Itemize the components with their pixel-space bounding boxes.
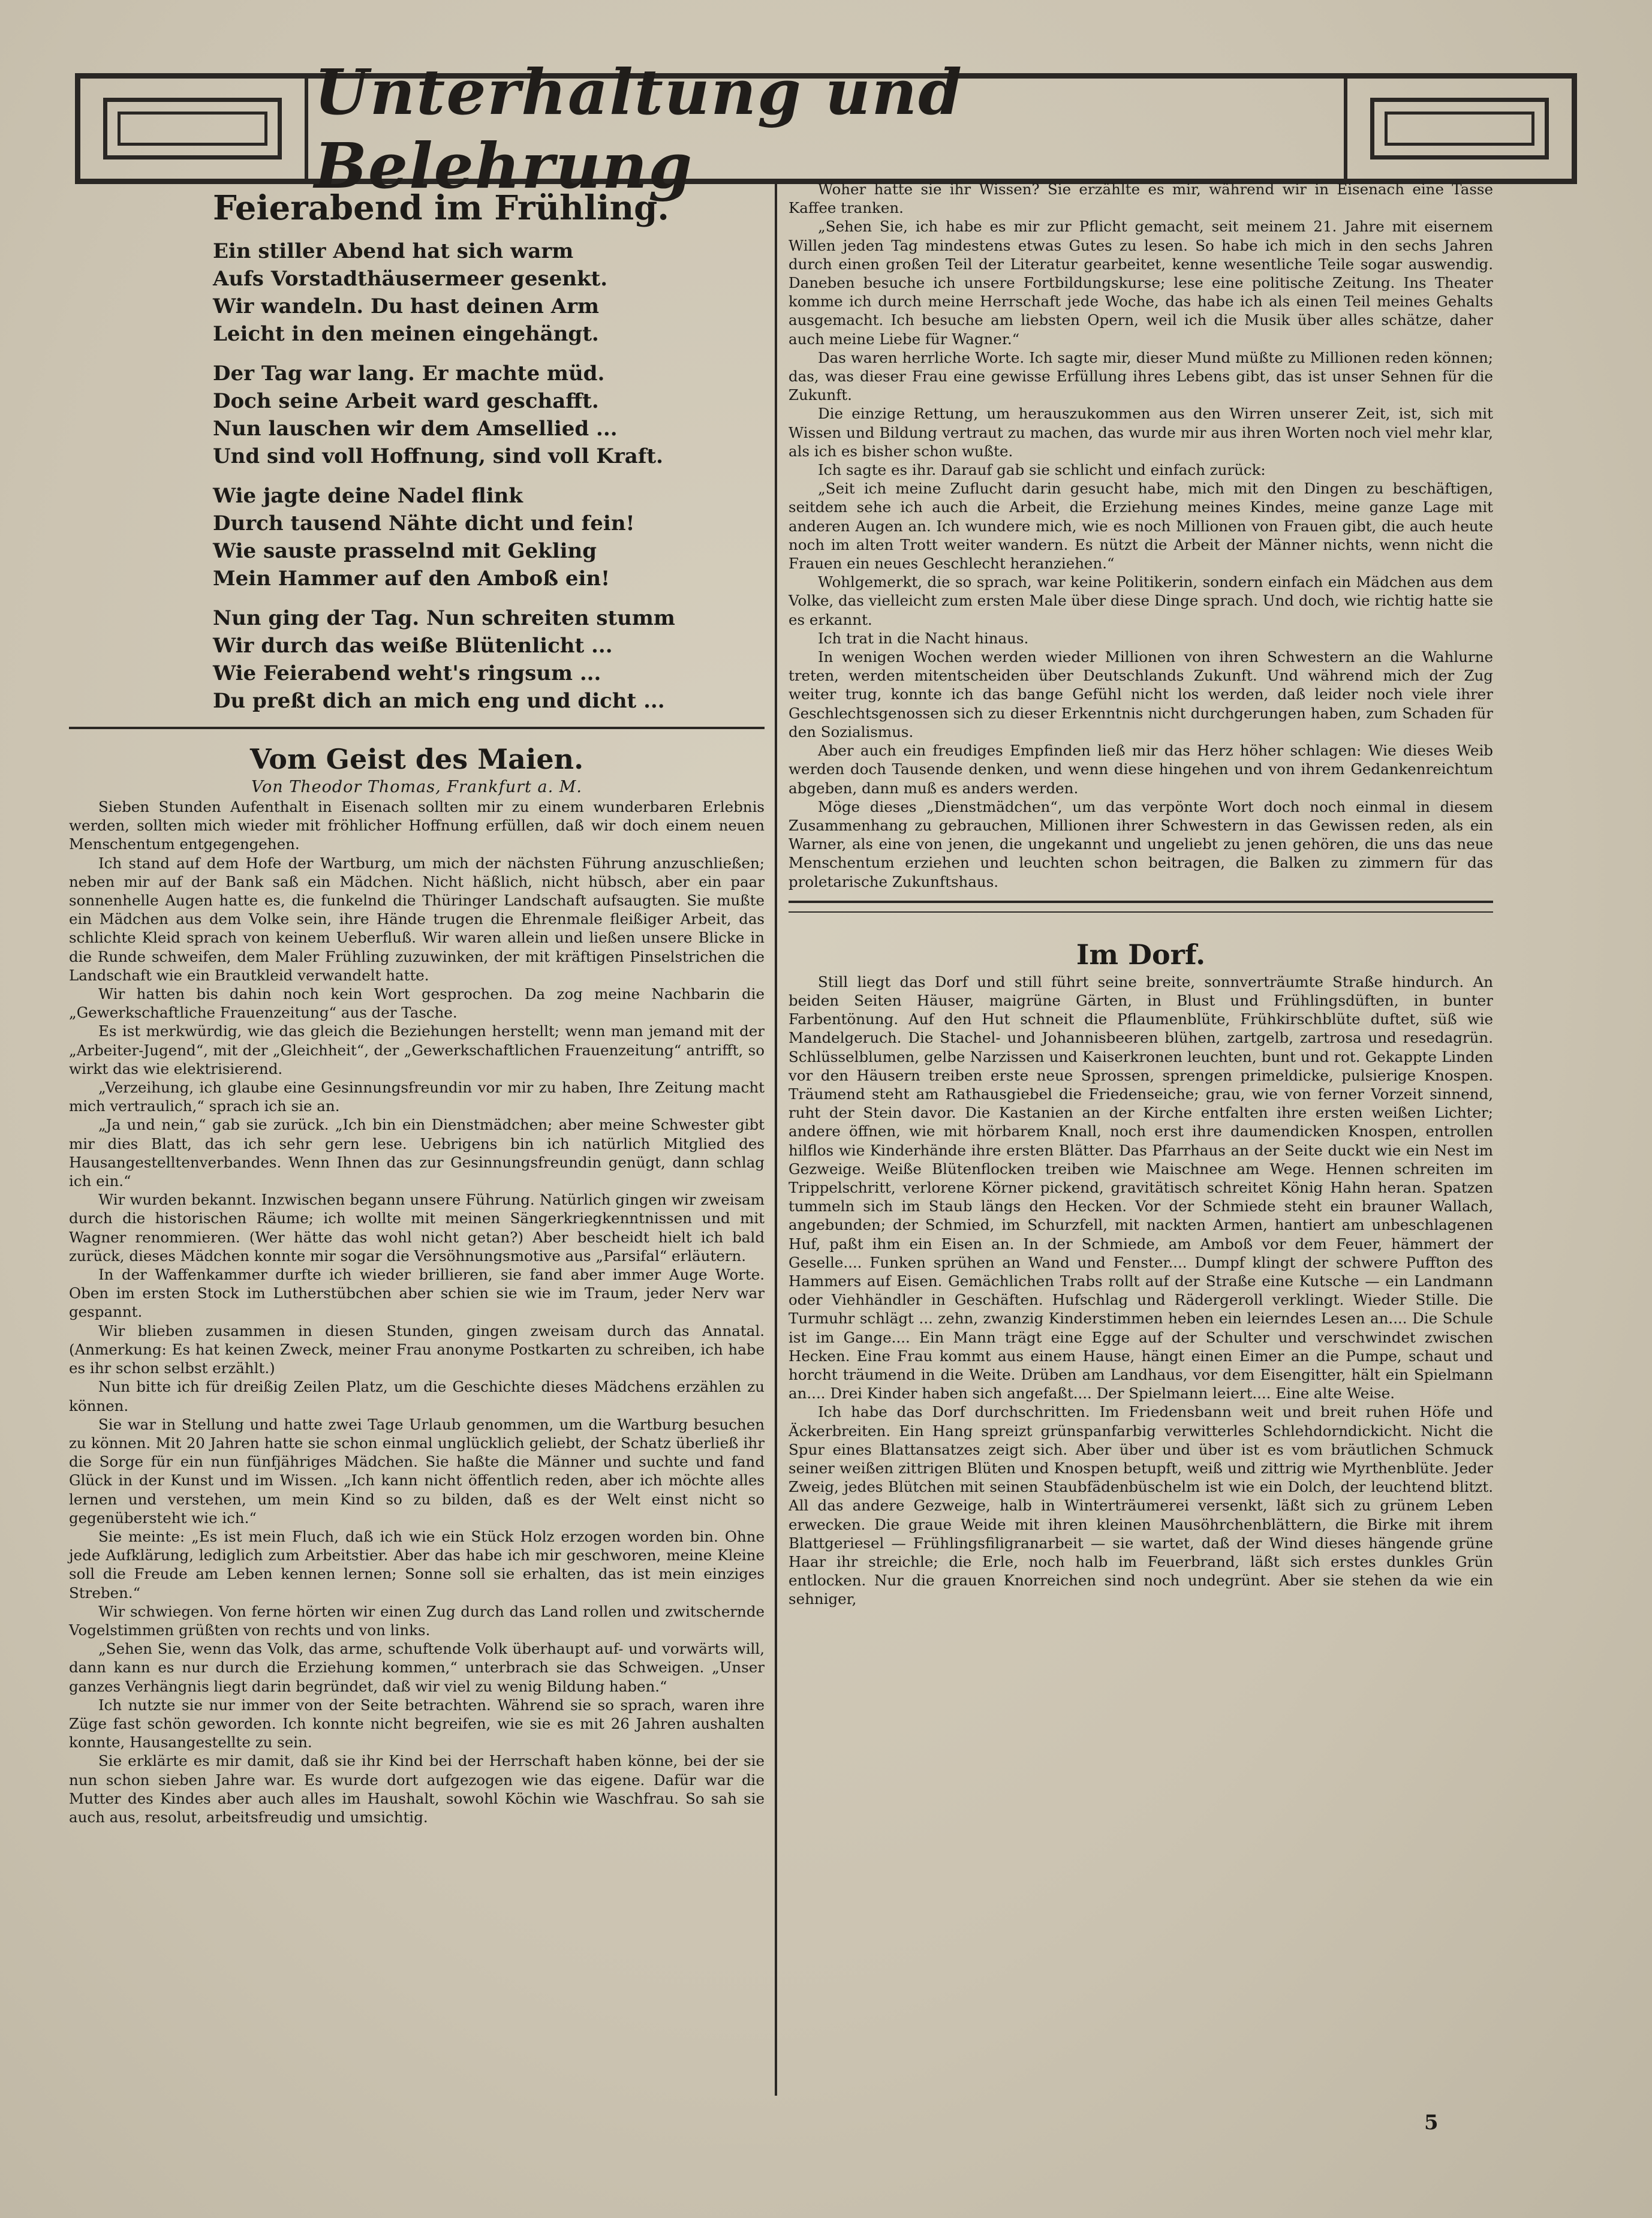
paragraph: Ich habe das Dorf durchschritten. Im Friedensbann weit und breit ruhen Höfe und Äckerbreiten. Ein Hang spreizt grünspanfarbig verwitterles Schlehdorndickicht. Nicht die Spur eines Blattansatzes zeigt sich. Aber über und über ist es vom bräutlichen Schmuck seiner weißen zittrigen Blüten und Knospen betupft, weiß und zittrig wie Myrthenblüte. Jeder Zweig, jedes Blütchen mit seinen Staubfädenbüschelm ist wie ein Dolch, der leuchtend blitzt. All das andere Gezweige, halb in Winterträumerei versenkt, läßt sich zu grünem Leben erwecken. Die graue Weide mit ihren kleinen Mausöhrchenblättern, die Birke mit ihrem Blattgeriesel — Frühlingsfiligranarbeit — sie wartet, daß der Wind dieses hängende grüne Haar ihr streichle; die Erle, noch halb im Feuerbrand, läßt sich erstes dunkles Grün entlocken. Nur die grauen Knorreichen sind noch undegrünt. Aber sie stehen da wie ein sehniger, [789, 1403, 1493, 1608]
poem-line: Und sind voll Hoffnung, sind voll Kraft. [213, 444, 663, 468]
paragraph: Ich nutzte sie nur immer von der Seite betrachten. Während sie so sprach, waren ihre Züge fast schön geworden. Ich konnte nicht begreifen, wie sie es mit 26 Jahren aushalten konnte, Hausangestellte zu sein. [69, 1696, 765, 1751]
paragraph: Wir blieben zusammen in diesen Stunden, gingen zweisam durch das Annatal. (Anmerkung: Es hat keinen Zweck, meiner Frau anonyme Postkarten zu schreiben, ich habe es ihr schon selbst erzählt.) [69, 1322, 765, 1377]
paragraph: „Seit ich meine Zuflucht darin gesucht habe, mich mit den Dingen zu beschäftigen, seitdem sehe ich auch die Arbeit, die Erziehung meines Kindes, meine ganze Lage mit anderen Augen an. Ich wundere mich, wie es noch Millionen von Frauen gibt, die auch heute noch im alten Trott weiter wandern. Es nützt die Arbeit der Männer nichts, wenn nicht die Frauen ein neues Geschlecht heranziehen.“ [789, 480, 1493, 573]
paragraph: „Sehen Sie, wenn das Volk, das arme, schuftende Volk überhaupt auf- und vorwärts will, dann kann es nur durch die Erziehung kommen,“ unterbrach sie das Schweigen. „Unser ganzes Verhängnis liegt darin begründet, daß wir viel zu wenig Bildung haben.“ [69, 1640, 765, 1695]
article-body-im-dorf [789, 973, 1493, 1609]
poem-line: Wie jagte deine Nadel flink [213, 484, 523, 508]
poem-title: Feierabend im Frühling. [213, 188, 669, 228]
paragraph: Sieben Stunden Aufenthalt in Eisenach sollten mir zu einem wunderbaren Erlebnis werden, sollten mich wieder mit fröhlicher Hoffnung erfüllen, daß wir doch einem neuen Menschentum entgegengehen. [69, 798, 765, 853]
right-column [789, 180, 1493, 1609]
poem-line: Wir durch das weiße Blütenlicht ... [213, 634, 613, 658]
poem-line: Nun lauschen wir dem Amsellied ... [213, 417, 618, 441]
divider-left [69, 727, 765, 729]
paragraph: „Verzeihung, ich glaube eine Gesinnungsfreundin vor mir zu haben, Ihre Zeitung macht mich vertraulich,“ sprach ich sie an. [69, 1079, 765, 1115]
poem-line: Durch tausend Nähte dicht und fein! [213, 511, 635, 535]
poem-line: Doch seine Arbeit ward geschafft. [213, 389, 599, 413]
article-title-im-dorf: Im Dorf. [1076, 938, 1206, 971]
paragraph: Woher hatte sie ihr Wissen? Sie erzählte es mir, während wir in Eisenach eine Tasse Kaffee tranken. [789, 180, 1493, 217]
poem-line: Du preßt dich an mich eng und dicht ... [213, 689, 665, 713]
left-column [69, 180, 765, 1826]
poem-stanza [213, 360, 765, 470]
paragraph: Still liegt das Dorf und still führt seine breite, sonnverträumte Straße hindurch. An beiden Seiten Häuser, maigrüne Gärten, in Blust und Frühlingsdüften, in bunter Farbentönung. Auf den Hut schneit die Pflaumenblüte, Frühkirschblüte duftet, süß wie Mandelgeruch. Die Stachel- und Johannisbeeren blühen, zartgelb, zartrosa und resedagrün. Schlüsselblumen, gelbe Narzissen und Kaiserkronen leuchten, bunt und rot. Gekappte Linden vor den Häusern treiben erste neue Sprossen, sprengen primeldicke, pulsierige Knospen. Träumend steht am Rathausgiebel die Friedenseiche; grau, wie von ferner Vorzeit sinnend, ruht der Stein davor. Die Kastanien an der Kirche entfalten ihre ersten weißen Lichter; andere öffnen, wie mit hörbarem Knall, noch erst ihre daumendicken Knospen, entrollen hilflos wie Kinderhände ihre ersten Blätter. Das Pfarrhaus an der Seite duckt wie ein Nest im Gezweige. Weiße Blütenflocken treiben wie Maischnee am Wege. Hennen schreiten im Trippelschritt, verlorene Körner pickend, gravitätisch schreitet König Hahn heran. Spatzen tummeln sich im Staub längs den Hecken. Vor der Schmiede steht ein brauner Wallach, angebunden; der Schmied, im Schurzfell, mit nackten Armen, hantiert am unbeschlagenen Huf, paßt ihm ein Eisen an. In der Schmiede, am Amboß vor dem Feuer, hämmert der Geselle.... Funken sprühen an Wand und Fenster.... Dumpf klingt der schwere Puffton des Hammers auf Eisen. Gemächlichen Trabs rollt auf der Straße eine Kutsche — ein Landmann oder Viehhändler in Geschäften. Hufschlag und Rädergeroll verklingt. Wieder Stille. Die Turmuhr schlägt ... zehn, zwanzig Kinderstimmen heben ein leierndes Lesen an.... Die Schule ist im Gange.... Ein Mann trägt eine Egge auf der Schulter und verschwindet zwischen Hecken. Eine Frau kommt aus einem Hause, hängt einen Eimer an die Pumpe, schaut und horcht träumend in die Weite. Drüben am Landhaus, vor dem Eisengitter, hält ein Spielmann an.... Drei Kinder haben sich angefaßt.... Der Spielmann leiert.... Eine alte Weise. [789, 973, 1493, 1403]
paragraph: „Ja und nein,“ gab sie zurück. „Ich bin ein Dienstmädchen; aber meine Schwester gibt mir dies Blatt, das ich sehr gern lese. Uebrigens bin ich natürlich Mitglied des Hausangestelltenverbandes. Wenn Ihnen das zur Gesinnungsfreundin genügt, dann schlag ich ein.“ [69, 1116, 765, 1190]
article-continuation [789, 180, 1493, 891]
poem-line: Wie sauste prasselnd mit Gekling [213, 539, 597, 563]
poem-line: Aufs Vorstadthäusermeer gesenkt. [213, 267, 608, 291]
poem-line: Wir wandeln. Du hast deinen Arm [213, 294, 599, 318]
poem-stanza [213, 604, 765, 715]
poem-line: Der Tag war lang. Er machte müd. [213, 362, 605, 386]
paragraph: Wir schwiegen. Von ferne hörten wir einen Zug durch das Land rollen und zwitschernde Vogelstimmen grüßten von rechts und von links. [69, 1602, 765, 1639]
poem-line: Leicht in den meinen eingehängt. [213, 322, 599, 346]
paragraph: Wir hatten bis dahin noch kein Wort gesprochen. Da zog meine Nachbarin die „Gewerkschaftliche Frauenzeitung“ aus der Tasche. [69, 985, 765, 1022]
poem-stanza [213, 237, 765, 348]
paragraph: Sie erklärte es mir damit, daß sie ihr Kind bei der Herrschaft haben könne, bei der sie nun schon sieben Jahre war. Es wurde dort aufgezogen wie das eigene. Dafür war die Mutter des Kindes aber auch alles im Haushalt, sowohl Köchin wie Waschfrau. So sah sie auch aus, resolut, arbeitsfreudig und umsichtig. [69, 1752, 765, 1826]
paragraph: Die einzige Rettung, um herauszukommen aus den Wirren unserer Zeit, ist, sich mit Wissen und Bildung vertraut zu machen, das wurde mir aus ihren Worten noch viel mehr klar, als ich es bisher schon wußte. [789, 405, 1493, 460]
poem-stanza [213, 482, 765, 592]
paragraph: Ich stand auf dem Hofe der Wartburg, um mich der nächsten Führung anzuschließen; neben mir auf der Bank saß ein Mädchen. Nicht häßlich, nicht hübsch, aber ein paar sonnenhelle Augen hatte es, die funkelnd die Thüringer Landschaft aufsaugten. Sie mußte ein Mädchen aus dem Volke sein, ihre Hände trugen die Ehrenmale fleißiger Arbeit, das schlichte Kleid sprach von keinem Ueberfluß. Wir waren allein und ließen unsere Blicke in die Runde schweifen, dem Maler Frühling zuzuwinken, der mit kräftigen Pinselstrichen die Landschaft wie ein Brautkleid verwandelt hatte. [69, 854, 765, 984]
header-ornament-left [80, 79, 308, 179]
paragraph: Aber auch ein freudiges Empfinden ließ mir das Herz höher schlagen: Wie dieses Weib werden doch Tausende denken, und wenn diese hingehen und von ihrem Gedankenreichtum abgeben, dann muß es anders werden. [789, 742, 1493, 797]
poem-line: Ein stiller Abend hat sich warm [213, 239, 574, 263]
paragraph: In wenigen Wochen werden wieder Millionen von ihren Schwestern an die Wahlurne treten, werden mitentscheiden über Deutschlands Zukunft. Und während mich der Zug weiter trug, konnte ich das bange Gefühl nicht los werden, daß leider noch viele ihrer Geschlechtsgenossen sich zu dieser Erkenntnis nicht durchgerungen haben, zum Schaden für den Sozialismus. [789, 648, 1493, 741]
paragraph: Wir wurden bekannt. Inzwischen begann unsere Führung. Natürlich gingen wir zweisam durch die historischen Räume; ich wollte mit meinen Sängerkriegkenntnissen und mit Wagner renommieren. (Wer hätte das wohl nicht getan?) Aber bescheidt hielt ich bald zurück, dieses Mädchen konnte mir sogar die Versöhnungsmotive aus „Parsifal“ erläutern. [69, 1191, 765, 1265]
column-divider [775, 183, 777, 2096]
article-byline: Von Theodor Thomas, Frankfurt a. M. [251, 778, 582, 796]
header-ornament-right [1344, 79, 1572, 179]
paragraph: In der Waffenkammer durfte ich wieder brillieren, sie fand aber immer Auge Worte. Oben im ersten Stock im Lutherstübchen aber schien sie wie im Traum, jeder Nerv war gespannt. [69, 1266, 765, 1321]
paragraph: Wohlgemerkt, die so sprach, war keine Politikerin, sondern einfach ein Mädchen aus dem Volke, das vielleicht zum ersten Male über diese Dinge sprach. Und doch, wie richtig hatte sie es erkannt. [789, 573, 1493, 628]
article-body-vom-geist [69, 797, 765, 1826]
poem-body [213, 237, 765, 715]
page-number: 5 [1424, 2111, 1439, 2135]
paragraph: „Sehen Sie, ich habe es mir zur Pflicht gemacht, seit meinem 21. Jahre mit eisernem Willen jeden Tag mindestens etwas Gutes zu lesen. So habe ich mich in den sechs Jahren durch einen großen Teil der Literatur gearbeitet, kenne wesentliche Teile sogar auswendig. Daneben besuche ich unsere Fortbildungskurse; lese eine politische Zeitung. Ins Theater komme ich durch meine Herrschaft jede Woche, das habe ich als einen Teil meines Gehalts ausgemacht. Ich besuche am liebsten Opern, weil ich die Musik über alles schätze, daher auch meine Liebe für Wagner.“ [789, 218, 1493, 348]
divider-right [789, 901, 1493, 903]
poem-line: Wie Feierabend weht's ringsum ... [213, 661, 601, 685]
poem-line: Mein Hammer auf den Amboß ein! [213, 567, 610, 591]
paragraph: Möge dieses „Dienstmädchen“, um das verpönte Wort doch noch einmal in diesem Zusammenhang zu gebrauchen, Millionen ihrer Schwestern in das Gewissen reden, als ein Warner, als eine von jenen, die ungekannt und ungeliebt zu jenen gehören, die uns das neue Menschentum erziehen und leuchten schon beitragen, die Balken zu zimmern für das proletarische Zukunftshaus. [789, 797, 1493, 890]
paragraph: Sie meinte: „Es ist mein Fluch, daß ich wie ein Stück Holz erzogen worden bin. Ohne jede Aufklärung, lediglich zum Arbeitstier. Aber das habe ich mir geschworen, meine Kleine soll die Freude am Leben kennen lernen; Sonne soll sie erhalten, das ist mein einziges Streben.“ [69, 1527, 765, 1602]
paragraph: Sie war in Stellung und hatte zwei Tage Urlaub genommen, um die Wartburg besuchen zu können. Mit 20 Jahren hatte sie schon einmal unglücklich geliebt, der Schatz überließ ihr die Sorge für ein nun fünfjähriges Mädchen. Sie haßte die Männer und suchte und fand Glück in der Kunst und im Wissen. „Ich kann nicht öffentlich reden, aber ich möchte alles lernen und verstehen, um mein Kind so zu bilden, daß es der Welt einst nicht so gegenübersteht wie ich.“ [69, 1415, 765, 1527]
paragraph: Nun bitte ich für dreißig Zeilen Platz, um die Geschichte dieses Mädchens erzählen zu können. [69, 1378, 765, 1415]
divider-right-thin [789, 911, 1493, 913]
article-title-vom-geist: Vom Geist des Maien. [249, 743, 584, 775]
paragraph: Ich trat in die Nacht hinaus. [818, 629, 1029, 647]
poem-line: Nun ging der Tag. Nun schreiten stumm [213, 606, 675, 630]
paragraph: Es ist merkwürdig, wie das gleich die Beziehungen herstellt; wenn man jemand mit der „Arbeiter-Jugend“, mit der „Gleichheit“, der „Gewerkschaftlichen Frauenzeitung“ antrifft, so wirkt das wie elektrisierend. [69, 1022, 765, 1078]
section-title: Unterhaltung und Belehrung [314, 55, 963, 203]
paragraph: Das waren herrliche Worte. Ich sagte mir, dieser Mund müßte zu Millionen reden können; das, was dieser Frau eine gewisse Erfüllung ihres Lebens gibt, das ist unser Sehnen für die Zukunft. [789, 348, 1493, 404]
paragraph: Ich sagte es ihr. Darauf gab sie schlicht und einfach zurück: [818, 461, 1266, 479]
